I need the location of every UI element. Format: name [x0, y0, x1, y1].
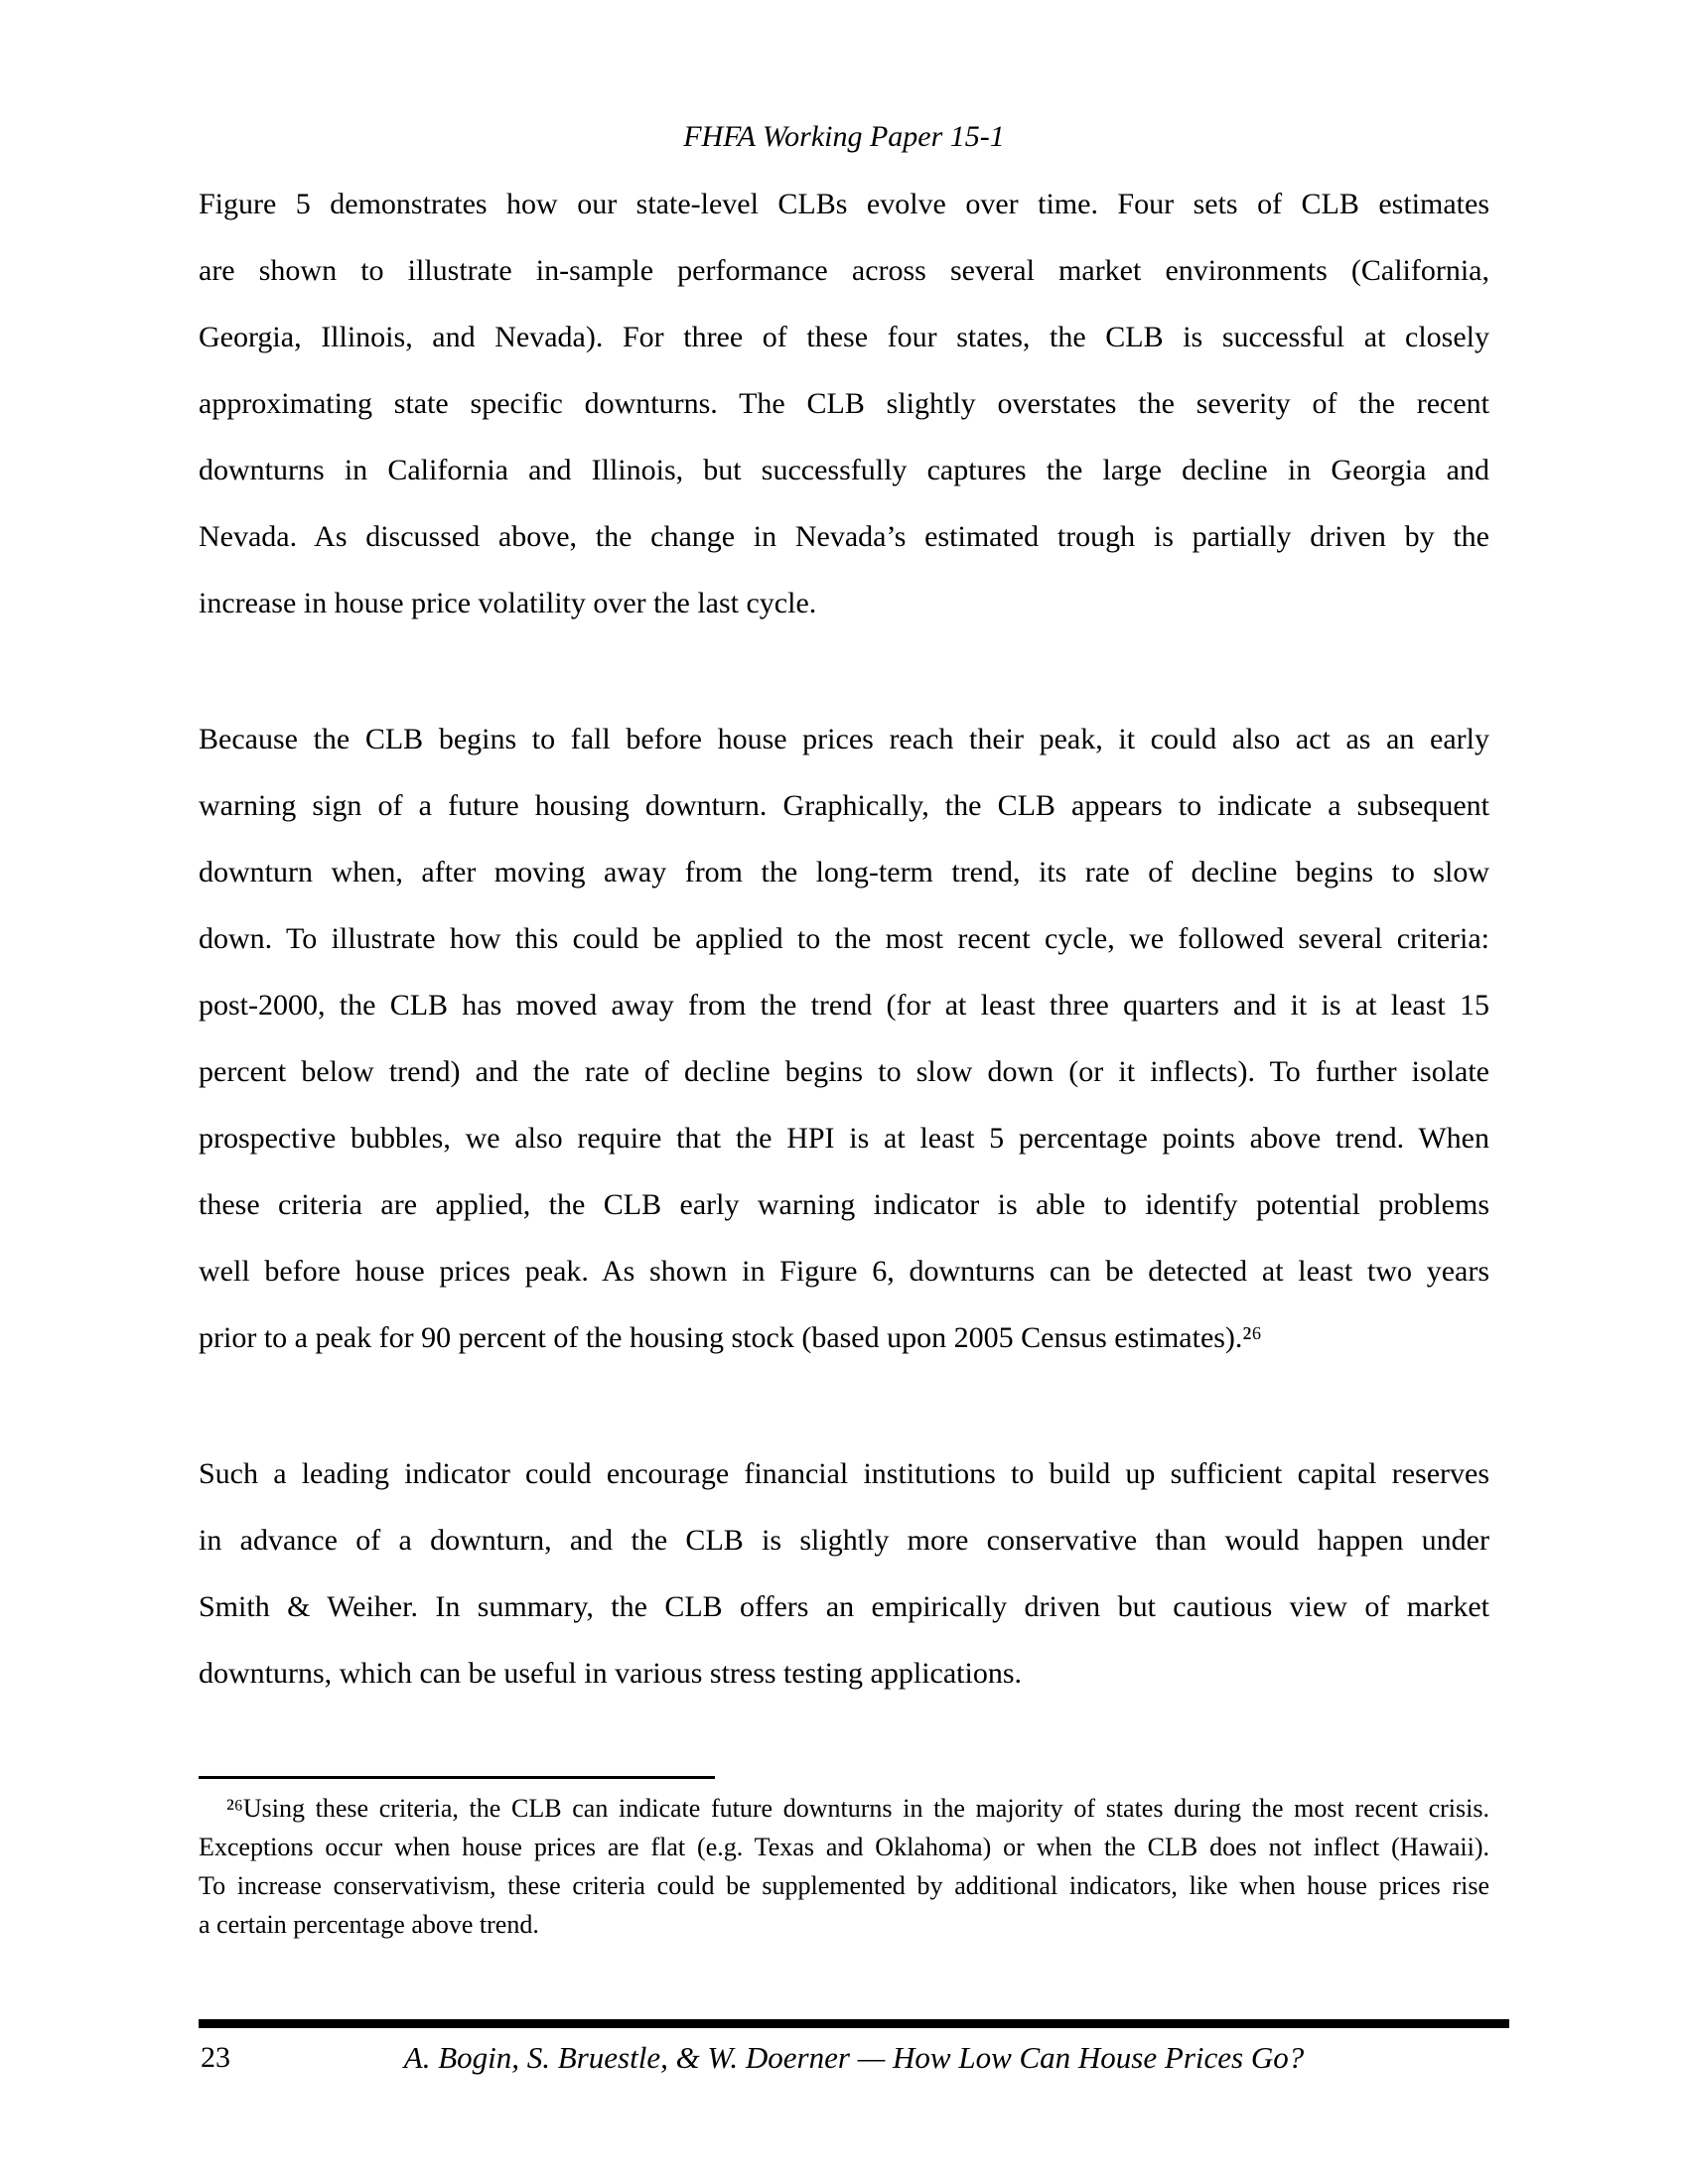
text-line: prospective bubbles, we also require that the HPI is at least 5 percentage points above trend. When	[199, 1122, 1489, 1155]
text-line: Georgia, Illinois, and Nevada). For three of these four states, the CLB is successful at closely	[199, 321, 1489, 353]
text-line: post-2000, the CLB has moved away from the trend (for at least three quarters and it is at least 15	[199, 989, 1489, 1022]
text-line: increase in house price volatility over the last cycle.	[199, 587, 817, 619]
text-line: downturns, which can be useful in various stress testing applications.	[199, 1657, 1023, 1690]
text-line: Such a leading indicator could encourage financial institutions to build up sufficient capital reserves	[199, 1457, 1489, 1490]
text-line: are shown to illustrate in-sample performance across several market environments (California,	[199, 254, 1489, 287]
text-line: in advance of a downturn, and the CLB is slightly more conservative than would happen under	[199, 1524, 1489, 1557]
text-line: prior to a peak for 90 percent of the housing stock (based upon 2005 Census estimates).²⁶	[199, 1321, 1262, 1354]
text-line: ²⁶Using these criteria, the CLB can indicate future downturns in the majority of states during the most recent crisis.	[226, 1794, 1489, 1823]
footnote-separator	[199, 1776, 715, 1779]
text-line: percent below trend) and the rate of decline begins to slow down (or it inflects). To further isolate	[199, 1055, 1489, 1088]
text-line: these criteria are applied, the CLB early warning indicator is able to identify potential problems	[199, 1188, 1489, 1221]
footer-running-title: A. Bogin, S. Bruestle, & W. Doerner — How Low Can House Prices Go?	[403, 2040, 1305, 2075]
text-line: Because the CLB begins to fall before house prices reach their peak, it could also act as an early	[199, 723, 1489, 755]
footnote	[199, 1789, 1489, 1944]
running-header: FHFA Working Paper 15-1	[683, 120, 1005, 153]
page-body	[199, 171, 1489, 1944]
page-number: 23	[201, 2041, 230, 2074]
text-line: downturn when, after moving away from the long-term trend, its rate of decline begins to slow	[199, 856, 1489, 888]
footer-rule	[199, 2019, 1509, 2028]
text-line: down. To illustrate how this could be applied to the most recent cycle, we followed several criteria:	[199, 922, 1489, 955]
text-line: approximating state specific downturns. The CLB slightly overstates the severity of the recent	[199, 387, 1489, 420]
paragraph	[199, 1440, 1489, 1706]
text-line: well before house prices peak. As shown in Figure 6, downturns can be detected at least two years	[199, 1255, 1489, 1288]
text-line: Nevada. As discussed above, the change in Nevada’s estimated trough is partially driven by the	[199, 520, 1489, 553]
text-line: Figure 5 demonstrates how our state-level CLBs evolve over time. Four sets of CLB estimates	[199, 188, 1489, 220]
text-line: a certain percentage above trend.	[199, 1910, 539, 1939]
text-line: warning sign of a future housing downturn. Graphically, the CLB appears to indicate a subsequent	[199, 789, 1489, 822]
text-line: Smith & Weiher. In summary, the CLB offers an empirically driven but cautious view of market	[199, 1590, 1489, 1623]
text-line: Exceptions occur when house prices are flat (e.g. Texas and Oklahoma) or when the CLB does not inflect (Hawaii).	[199, 1833, 1489, 1861]
text-line: To increase conservativism, these criteria could be supplemented by additional indicators, like when house prices rise	[199, 1871, 1489, 1900]
text-line: downturns in California and Illinois, but successfully captures the large decline in Georgia and	[199, 454, 1489, 486]
page-footer	[199, 2035, 1509, 2081]
paragraph	[199, 171, 1489, 636]
paragraph	[199, 706, 1489, 1371]
